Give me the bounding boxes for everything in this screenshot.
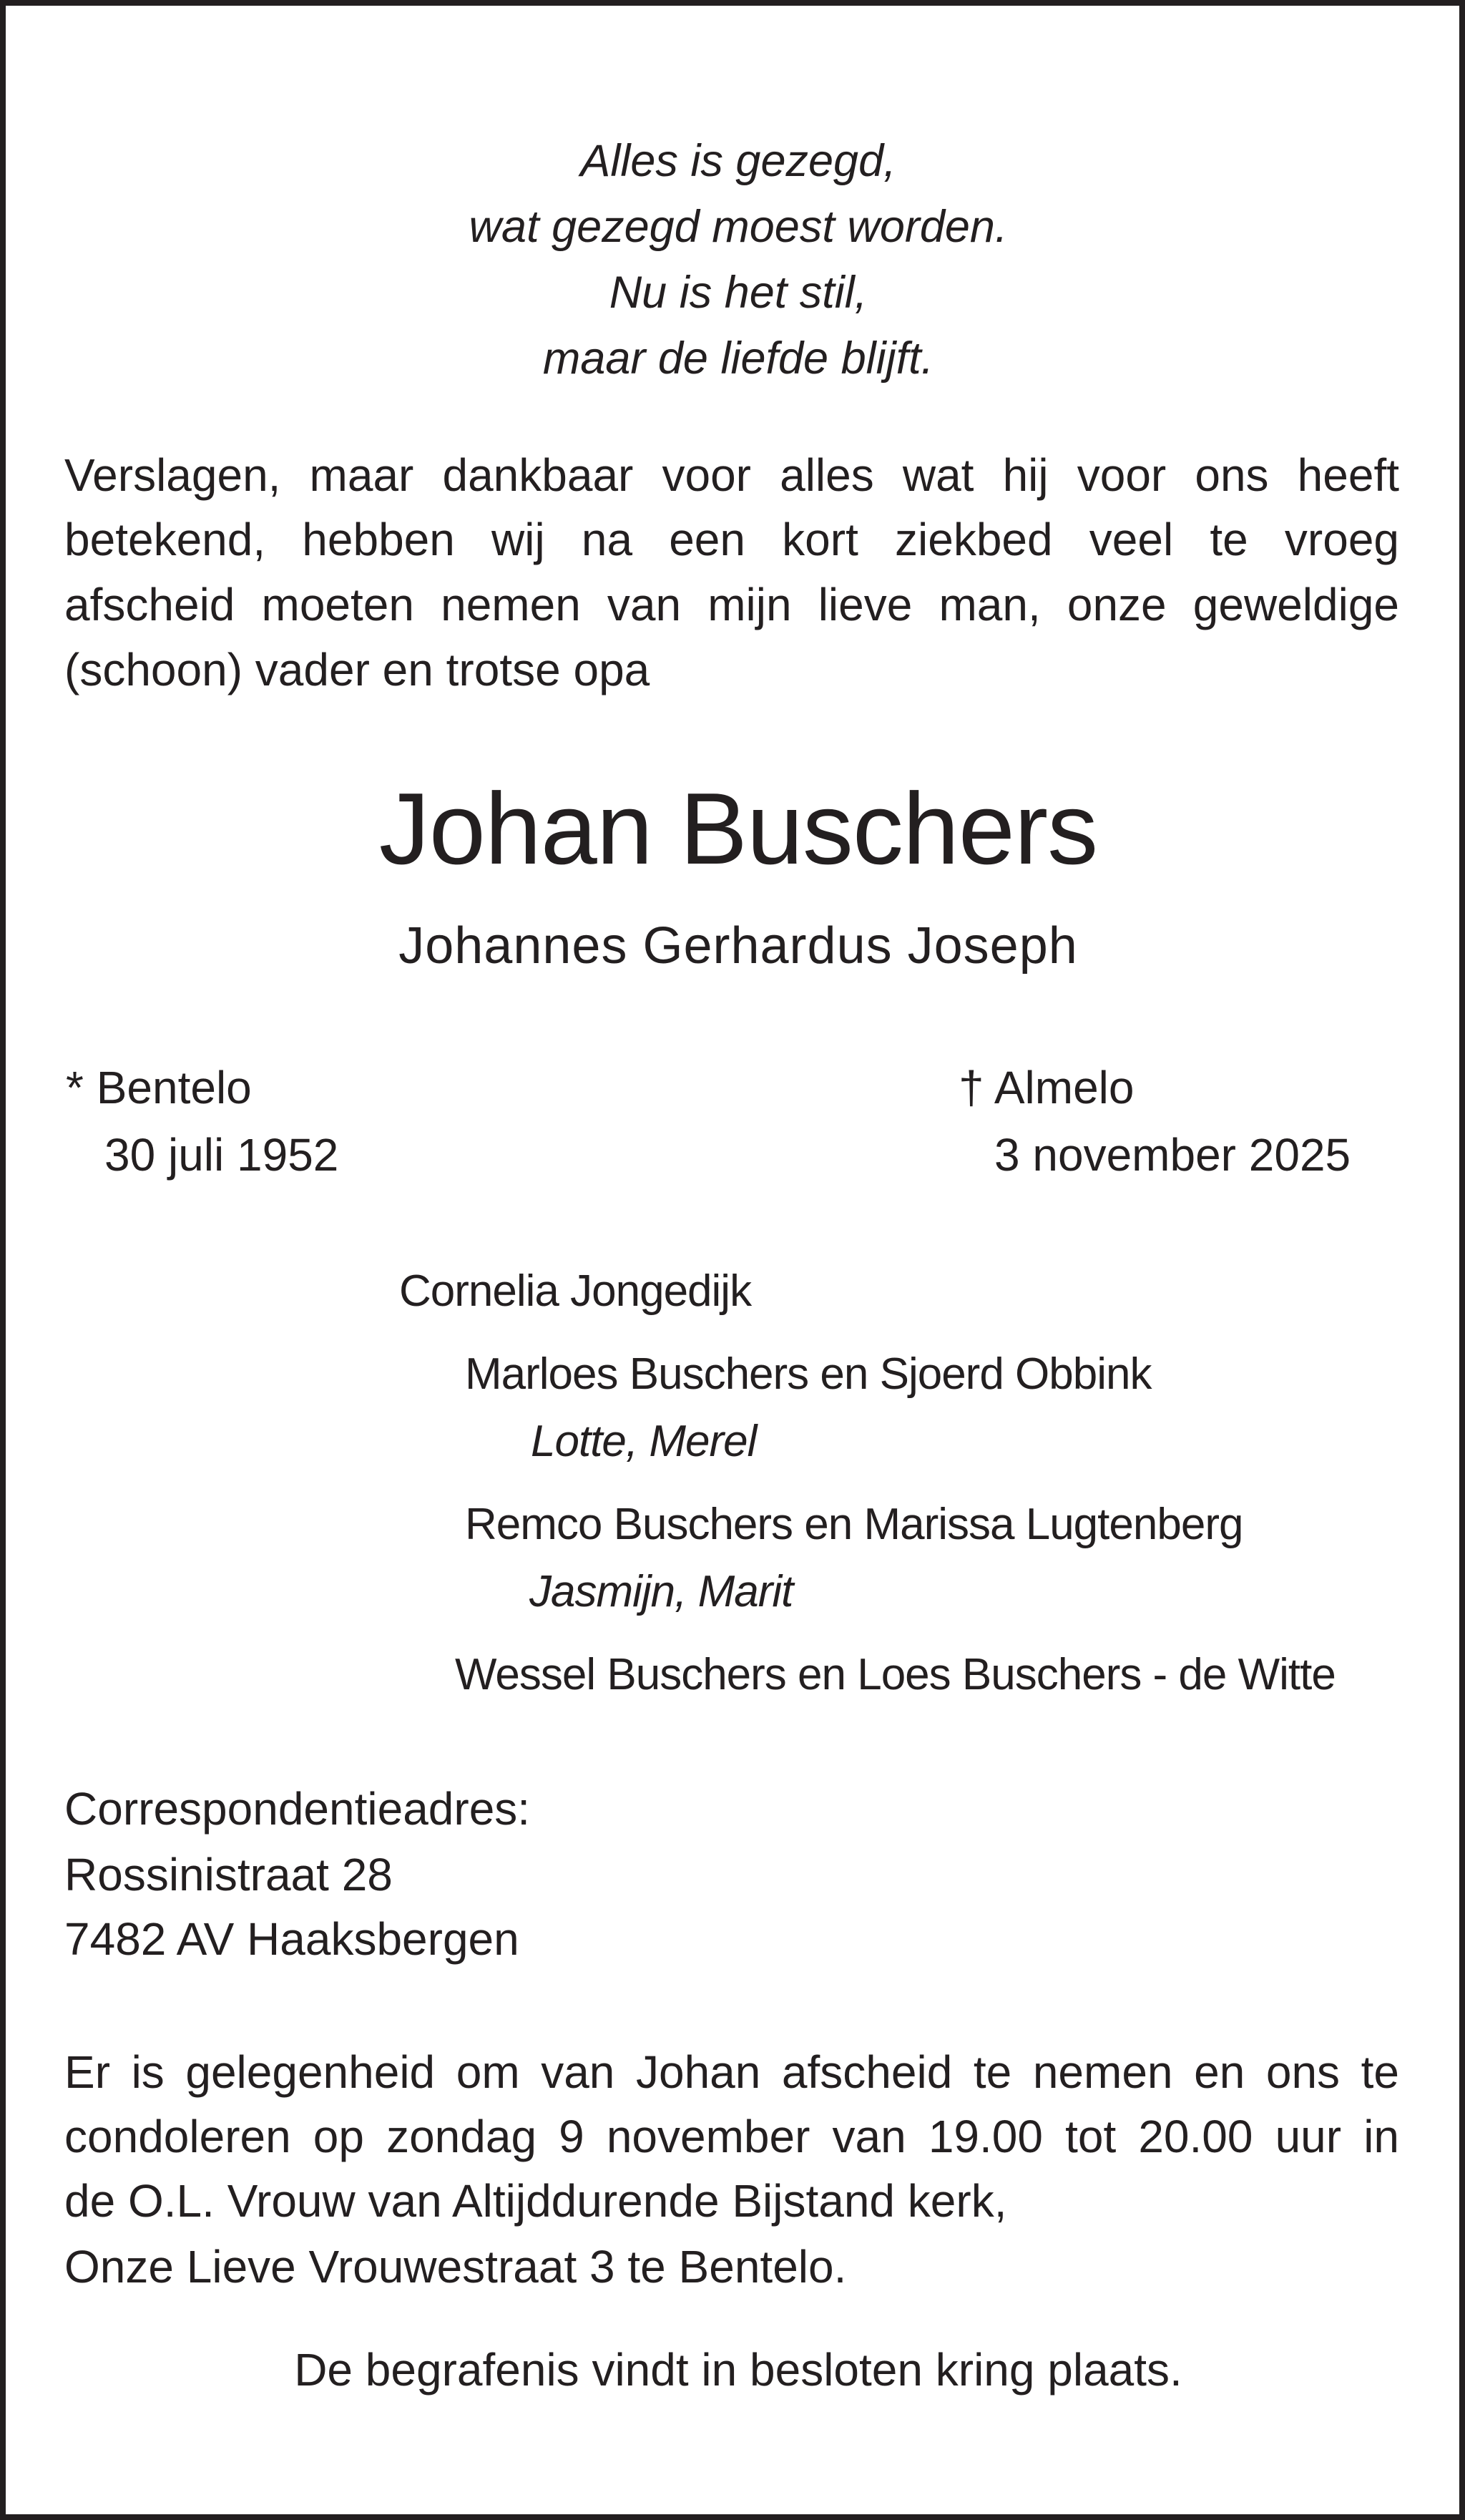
deceased-full-name: Johannes Gerhardus Joseph	[398, 917, 1078, 975]
condolence-line-2: condoleren op zondag 9 november van 19.00 tot 20.00 uur in	[64, 2111, 1399, 2162]
death-date: 3 november 2025	[994, 1129, 1351, 1181]
intro-line-3: afscheid moeten nemen van mijn lieve man, onze geweldige	[64, 579, 1399, 630]
child-1-names: Marloes Buschers en Sjoerd Obbink	[465, 1349, 1152, 1399]
correspondence-label: Correspondentieadres:	[64, 1783, 531, 1835]
intro-line-1: Verslagen, maar dankbaar voor alles wat hij voor ons heeft	[64, 449, 1399, 501]
birth-place: * Bentelo	[66, 1062, 252, 1113]
closing-note: De begrafenis vindt in besloten kring plaats.	[294, 2344, 1182, 2396]
deceased-name: Johan Buschers	[378, 772, 1098, 886]
intro-line-2: betekend, hebben wij na een kort ziekbed veel te vroeg	[64, 514, 1399, 565]
poem-line-1: Alles is gezegd,	[580, 136, 896, 186]
condolence-line-3: de O.L. Vrouw van Altijddurende Bijstand kerk,	[64, 2175, 1007, 2227]
correspondence-street: Rossinistraat 28	[64, 1849, 393, 1900]
poem-line-3: Nu is het stil,	[609, 268, 868, 318]
child-3-names: Wessel Buschers en Loes Buschers - de Witte	[455, 1650, 1336, 1699]
correspondence-city: 7482 AV Haaksbergen	[64, 1913, 519, 1965]
poem-line-4: maar de liefde blijft.	[542, 333, 934, 384]
poem-line-2: wat gezegd moest worden.	[469, 202, 1008, 252]
child-1-grandchildren: Lotte, Merel	[531, 1417, 757, 1466]
condolence-line-4: Onze Lieve Vrouwestraat 3 te Bentelo.	[64, 2241, 847, 2292]
spouse-name: Cornelia Jongedijk	[399, 1266, 752, 1316]
birth-date: 30 juli 1952	[104, 1129, 339, 1181]
condolence-line-1: Er is gelegenheid om van Johan afscheid te nemen en ons te	[64, 2046, 1399, 2098]
child-2-names: Remco Buschers en Marissa Lugtenberg	[465, 1500, 1243, 1549]
child-2-grandchildren: Jasmijn, Marit	[529, 1567, 793, 1616]
death-place: † Almelo	[959, 1062, 1135, 1113]
intro-line-4: (schoon) vader en trotse opa	[64, 644, 650, 695]
